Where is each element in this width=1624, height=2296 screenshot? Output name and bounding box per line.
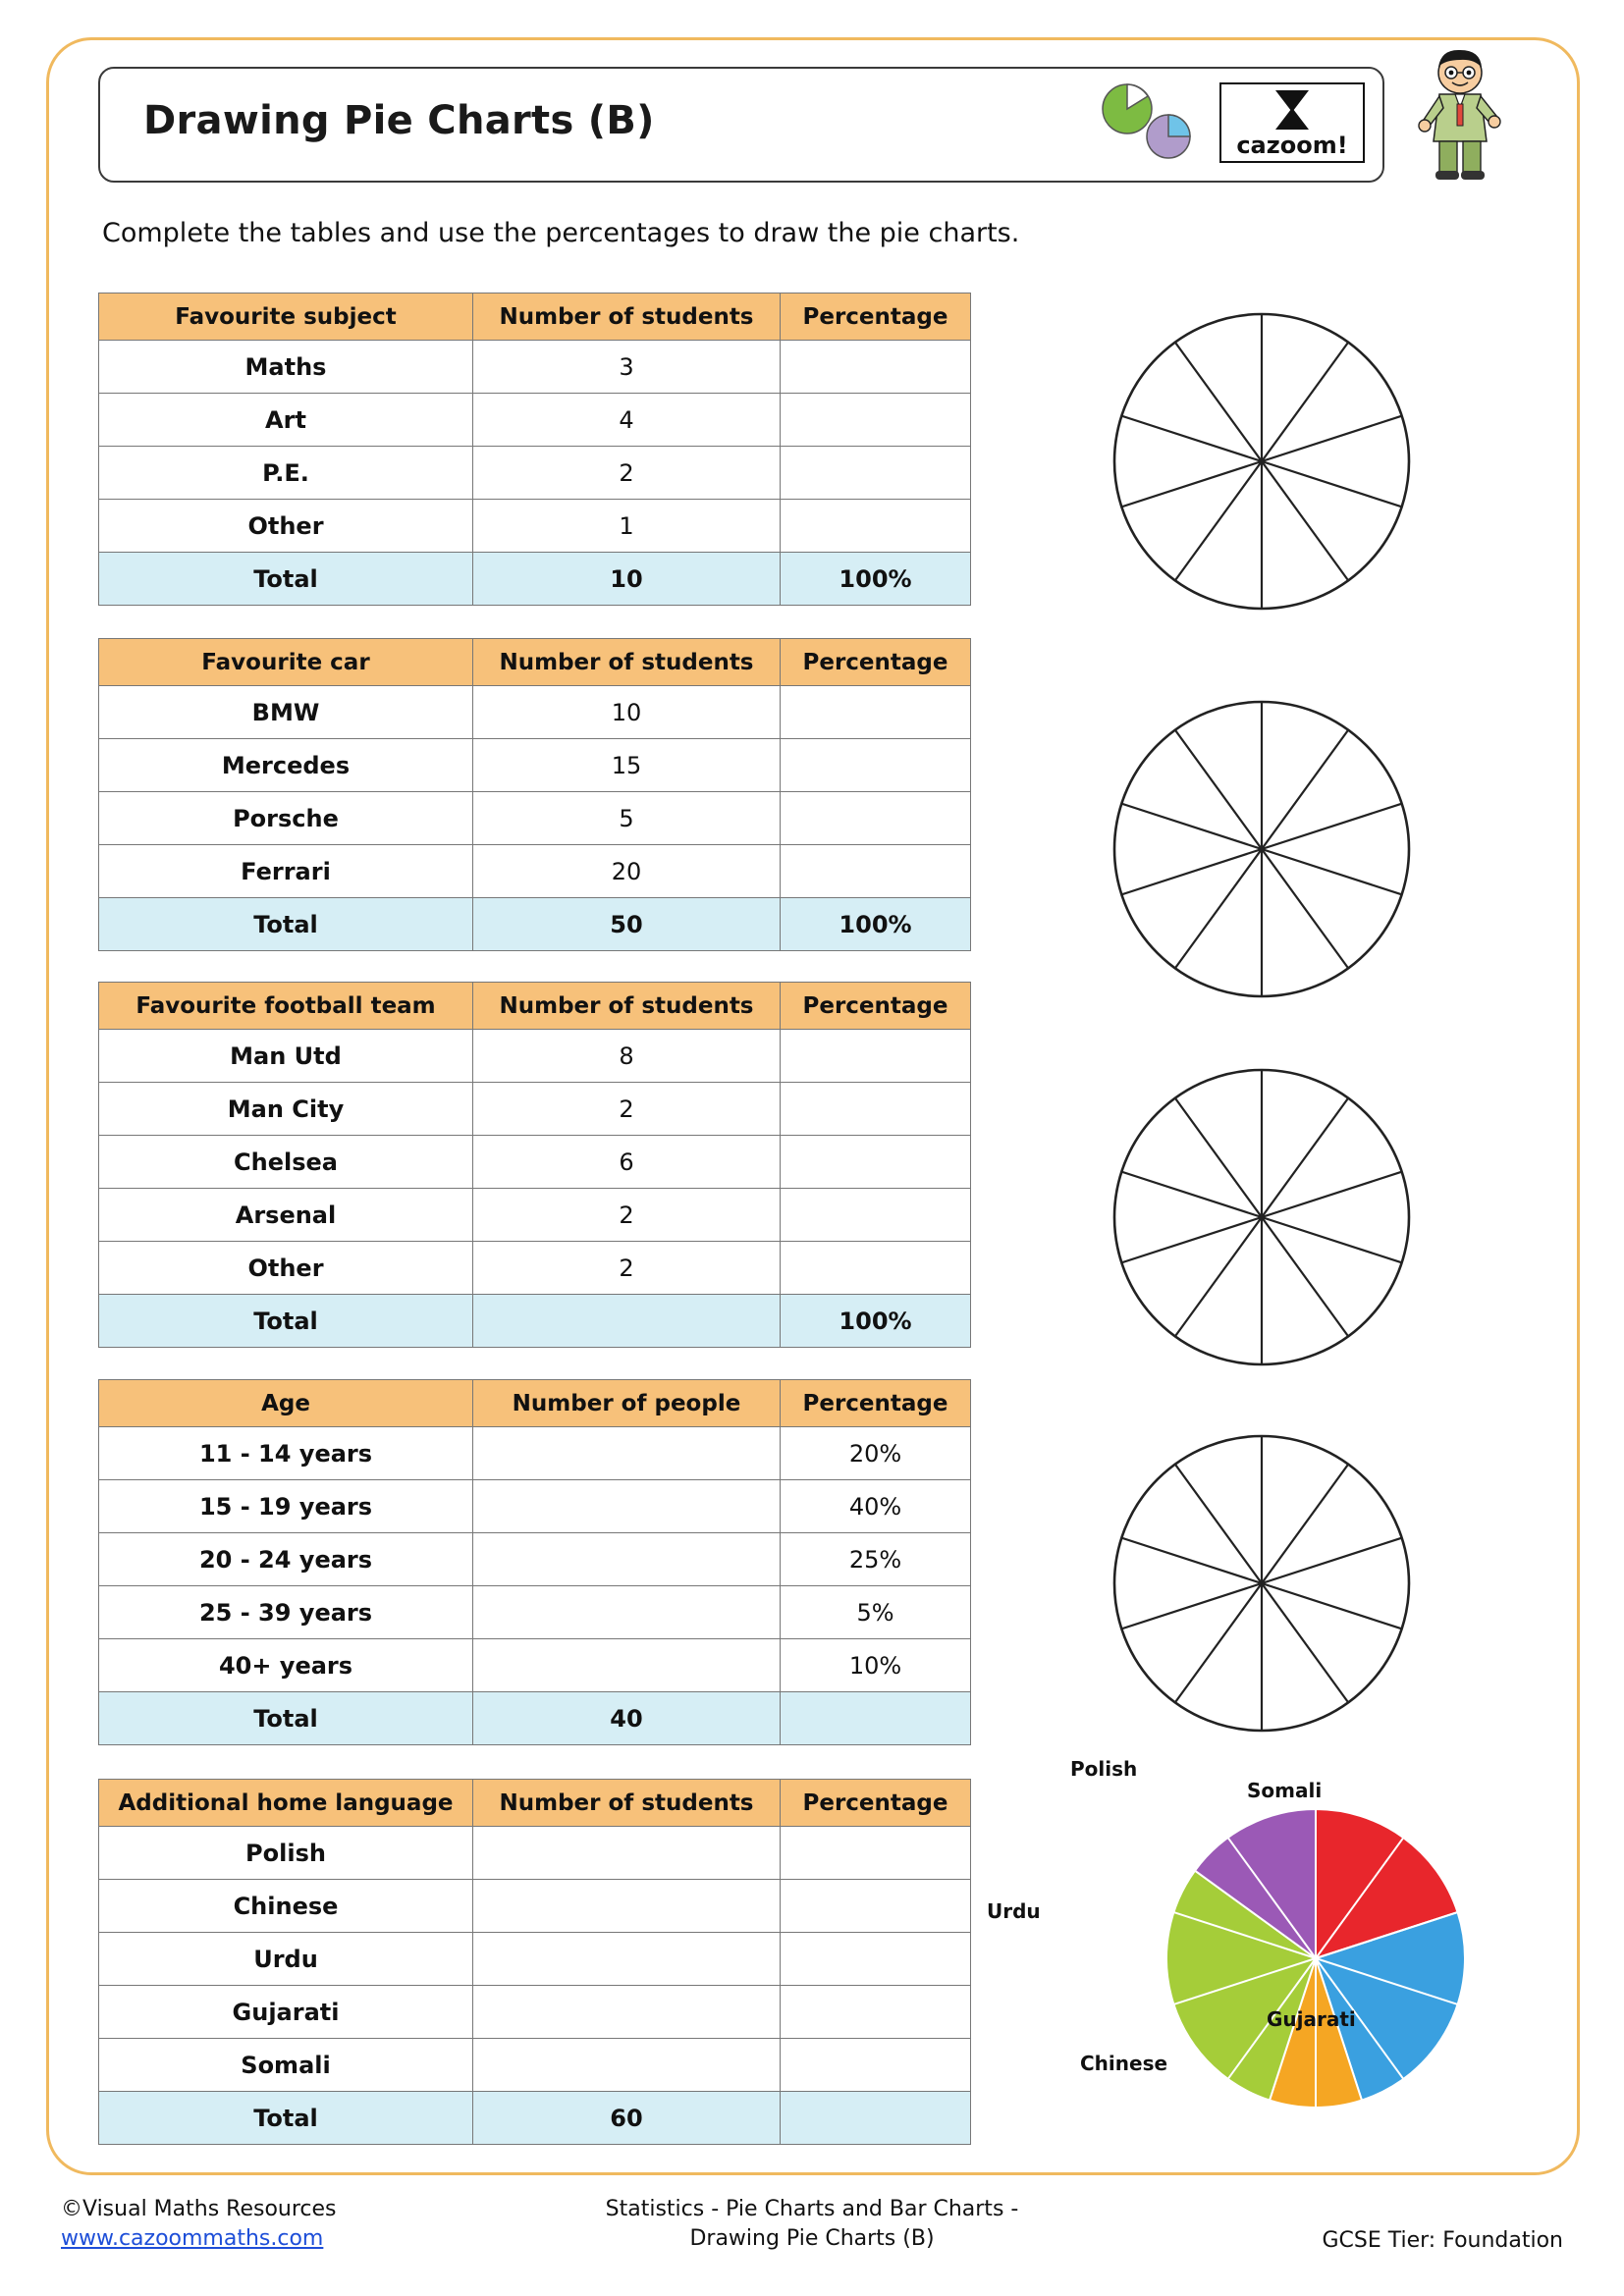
row-count: 10 xyxy=(473,686,781,739)
row-label: 20 - 24 years xyxy=(99,1533,473,1586)
table-total-row xyxy=(99,1692,971,1745)
blank-pie-4[interactable] xyxy=(1105,1426,1419,1740)
column-header: Number of students xyxy=(473,983,781,1030)
column-header: Percentage xyxy=(781,1380,971,1427)
table-row xyxy=(99,686,971,739)
row-label: Mercedes xyxy=(99,739,473,792)
row-count-blank[interactable] xyxy=(473,2039,781,2092)
footer-tier: GCSE Tier: Foundation xyxy=(1322,2228,1563,2253)
table-row xyxy=(99,394,971,447)
table-row xyxy=(99,1933,971,1986)
total-percentage-blank[interactable] xyxy=(781,1692,971,1745)
row-percentage-blank[interactable] xyxy=(781,1030,971,1083)
table-row xyxy=(99,845,971,898)
column-header: Number of students xyxy=(473,294,781,341)
row-percentage: 10% xyxy=(781,1639,971,1692)
table-row xyxy=(99,1827,971,1880)
table-row xyxy=(99,341,971,394)
total-count: 10 xyxy=(473,553,781,606)
row-count-blank[interactable] xyxy=(473,1986,781,2039)
row-count: 15 xyxy=(473,739,781,792)
cazoom-logo xyxy=(1219,82,1365,163)
row-count: 3 xyxy=(473,341,781,394)
table-row xyxy=(99,1586,971,1639)
blank-pie-1[interactable] xyxy=(1105,304,1419,618)
pie-logo-green xyxy=(1092,83,1210,162)
total-count: 40 xyxy=(473,1692,781,1745)
mascot-student xyxy=(1406,47,1514,185)
row-percentage: 40% xyxy=(781,1480,971,1533)
row-count-blank[interactable] xyxy=(473,1480,781,1533)
row-label: Arsenal xyxy=(99,1189,473,1242)
table-row xyxy=(99,500,971,553)
column-header: Additional home language xyxy=(99,1780,473,1827)
column-header: Number of students xyxy=(473,1780,781,1827)
row-percentage-blank[interactable] xyxy=(781,1083,971,1136)
row-label: Chinese xyxy=(99,1880,473,1933)
instruction-text: Complete the tables and use the percentages to draw the pie charts. xyxy=(102,218,1020,248)
row-label: 11 - 14 years xyxy=(99,1427,473,1480)
row-percentage-blank[interactable] xyxy=(781,1827,971,1880)
row-percentage-blank[interactable] xyxy=(781,1242,971,1295)
total-label: Total xyxy=(99,1692,473,1745)
pie-label-polish: Polish xyxy=(1070,1757,1138,1781)
blank-pie-2[interactable] xyxy=(1105,692,1419,1006)
footer-middle xyxy=(606,2195,1019,2253)
row-percentage: 5% xyxy=(781,1586,971,1639)
table-header-row xyxy=(99,1780,971,1827)
footer xyxy=(0,2191,1624,2289)
total-label: Total xyxy=(99,553,473,606)
blank-pie-3[interactable] xyxy=(1105,1060,1419,1374)
table-row xyxy=(99,1880,971,1933)
table-favourite-football-team xyxy=(98,982,971,1348)
column-header: Favourite subject xyxy=(99,294,473,341)
row-label: Maths xyxy=(99,341,473,394)
column-header: Age xyxy=(99,1380,473,1427)
row-count: 2 xyxy=(473,1083,781,1136)
cazoom-website-link[interactable]: www.cazoommaths.com xyxy=(61,2225,324,2251)
row-label: P.E. xyxy=(99,447,473,500)
header-box xyxy=(98,67,1384,183)
table-row xyxy=(99,1030,971,1083)
table-total-row xyxy=(99,553,971,606)
total-label: Total xyxy=(99,2092,473,2145)
table-row xyxy=(99,1986,971,2039)
table-additional-home-language xyxy=(98,1779,971,2145)
footer-topic-line1: Statistics - Pie Charts and Bar Charts - xyxy=(605,2197,1019,2221)
row-count-blank[interactable] xyxy=(473,1427,781,1480)
row-percentage-blank[interactable] xyxy=(781,792,971,845)
table-row xyxy=(99,1427,971,1480)
column-header: Percentage xyxy=(781,983,971,1030)
pie-logo-purple xyxy=(1147,115,1190,158)
row-count-blank[interactable] xyxy=(473,1586,781,1639)
coloured-pie-chart xyxy=(987,1757,1532,2130)
cazoom-hourglass-icon xyxy=(1275,90,1309,130)
row-label: Man Utd xyxy=(99,1030,473,1083)
row-label: Chelsea xyxy=(99,1136,473,1189)
column-header: Favourite football team xyxy=(99,983,473,1030)
row-percentage-blank[interactable] xyxy=(781,394,971,447)
row-percentage-blank[interactable] xyxy=(781,341,971,394)
table-row xyxy=(99,2039,971,2092)
table-row xyxy=(99,1480,971,1533)
total-label: Total xyxy=(99,1295,473,1348)
row-count-blank[interactable] xyxy=(473,1933,781,1986)
pie-label-gujarati: Gujarati xyxy=(1267,2007,1356,2031)
pie-label-urdu: Urdu xyxy=(987,1899,1041,1923)
row-percentage-blank[interactable] xyxy=(781,845,971,898)
total-count-blank[interactable] xyxy=(473,1295,781,1348)
row-count: 4 xyxy=(473,394,781,447)
row-label: 25 - 39 years xyxy=(99,1586,473,1639)
table-total-row xyxy=(99,1295,971,1348)
table-age xyxy=(98,1379,971,1745)
copyright-text: ©Visual Maths Resources xyxy=(61,2197,337,2221)
row-count: 2 xyxy=(473,447,781,500)
total-percentage-blank[interactable] xyxy=(781,2092,971,2145)
row-count: 2 xyxy=(473,1189,781,1242)
pie-label-somali: Somali xyxy=(1247,1779,1323,1802)
row-count-blank[interactable] xyxy=(473,1880,781,1933)
row-label: Porsche xyxy=(99,792,473,845)
total-count: 50 xyxy=(473,898,781,951)
row-label: 40+ years xyxy=(99,1639,473,1692)
footer-left xyxy=(61,2195,337,2253)
row-percentage-blank[interactable] xyxy=(781,2039,971,2092)
row-percentage-blank[interactable] xyxy=(781,739,971,792)
row-label: Gujarati xyxy=(99,1986,473,2039)
row-count: 5 xyxy=(473,792,781,845)
row-percentage-blank[interactable] xyxy=(781,1986,971,2039)
row-label: Somali xyxy=(99,2039,473,2092)
column-header: Favourite car xyxy=(99,639,473,686)
row-percentage-blank[interactable] xyxy=(781,686,971,739)
row-percentage-blank[interactable] xyxy=(781,1880,971,1933)
table-favourite-subject xyxy=(98,293,971,606)
table-row xyxy=(99,1189,971,1242)
row-label: Ferrari xyxy=(99,845,473,898)
table-row xyxy=(99,1083,971,1136)
row-count: 2 xyxy=(473,1242,781,1295)
column-header: Percentage xyxy=(781,294,971,341)
column-header: Percentage xyxy=(781,1780,971,1827)
row-percentage: 20% xyxy=(781,1427,971,1480)
table-total-row xyxy=(99,2092,971,2145)
row-count-blank[interactable] xyxy=(473,1639,781,1692)
row-label: Man City xyxy=(99,1083,473,1136)
row-percentage-blank[interactable] xyxy=(781,1933,971,1986)
table-header-row xyxy=(99,983,971,1030)
table-row xyxy=(99,1136,971,1189)
table-favourite-car xyxy=(98,638,971,951)
total-percentage: 100% xyxy=(781,553,971,606)
row-label: Other xyxy=(99,500,473,553)
row-count: 20 xyxy=(473,845,781,898)
column-header: Percentage xyxy=(781,639,971,686)
row-percentage: 25% xyxy=(781,1533,971,1586)
table-header-row xyxy=(99,639,971,686)
row-count: 8 xyxy=(473,1030,781,1083)
row-count-blank[interactable] xyxy=(473,1827,781,1880)
cazoom-wordmark: cazoom! xyxy=(1236,132,1348,159)
row-percentage-blank[interactable] xyxy=(781,1136,971,1189)
table-row xyxy=(99,1242,971,1295)
pie-label-chinese: Chinese xyxy=(1080,2052,1168,2075)
table-row xyxy=(99,792,971,845)
total-percentage: 100% xyxy=(781,1295,971,1348)
page-title: Drawing Pie Charts (B) xyxy=(143,98,655,143)
row-count-blank[interactable] xyxy=(473,1533,781,1586)
footer-topic-line2: Drawing Pie Charts (B) xyxy=(689,2225,935,2251)
total-count: 60 xyxy=(473,2092,781,2145)
total-percentage: 100% xyxy=(781,898,971,951)
table-row xyxy=(99,447,971,500)
row-percentage-blank[interactable] xyxy=(781,500,971,553)
row-label: Polish xyxy=(99,1827,473,1880)
table-row xyxy=(99,739,971,792)
table-header-row xyxy=(99,294,971,341)
row-count: 1 xyxy=(473,500,781,553)
table-header-row xyxy=(99,1380,971,1427)
total-label: Total xyxy=(99,898,473,951)
table-total-row xyxy=(99,898,971,951)
row-label: Art xyxy=(99,394,473,447)
row-label: Urdu xyxy=(99,1933,473,1986)
column-header: Number of people xyxy=(473,1380,781,1427)
logo-group xyxy=(1092,82,1365,163)
column-header: Number of students xyxy=(473,639,781,686)
row-label: 15 - 19 years xyxy=(99,1480,473,1533)
row-label: Other xyxy=(99,1242,473,1295)
row-label: BMW xyxy=(99,686,473,739)
table-row xyxy=(99,1639,971,1692)
table-row xyxy=(99,1533,971,1586)
row-count: 6 xyxy=(473,1136,781,1189)
row-percentage-blank[interactable] xyxy=(781,1189,971,1242)
row-percentage-blank[interactable] xyxy=(781,447,971,500)
